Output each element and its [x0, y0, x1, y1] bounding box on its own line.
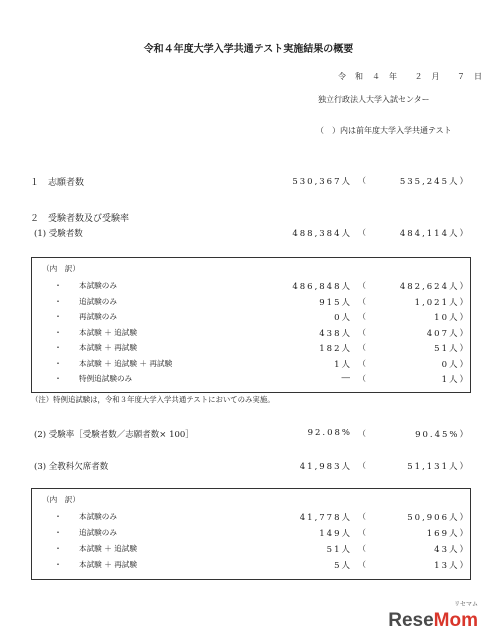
breakdown-row-label: 本試験 ＋ 追試験 — [79, 327, 137, 337]
breakdown-row-label: 特例追試験のみ — [79, 374, 133, 383]
breakdown-row-label: 再試験のみ — [79, 312, 117, 321]
document-date: 令 和 ４ 年 ２ 月 ７ 日 — [338, 72, 483, 81]
sub1-label: (1) 受験者数 — [34, 229, 83, 239]
breakdown-row-open-paren: （ — [358, 312, 366, 321]
section1-open-paren: （ — [358, 176, 366, 185]
breakdown-row-prev: 0人） — [441, 359, 470, 370]
row-bullet: ・ — [54, 512, 62, 521]
issuing-organization: 独立行政法人大学入試センター — [318, 95, 430, 104]
breakdown-row-value: 0人 — [334, 313, 352, 323]
section1-prev: 535,245人） — [399, 177, 470, 187]
row-bullet: ・ — [54, 296, 62, 306]
row-bullet: ・ — [54, 343, 62, 352]
breakdown-row-prev: 51人） — [434, 344, 470, 354]
breakdown-row-prev: 13人） — [434, 561, 470, 571]
breakdown-row-prev: 50,906人） — [407, 513, 470, 523]
breakdown-box-1-header: （内 訳） — [42, 264, 80, 273]
breakdown-row-open-paren: （ — [358, 358, 366, 368]
breakdown-row-prev: 407人） — [426, 328, 470, 339]
breakdown-row-label: 本試験 ＋ 追試験 — [79, 544, 137, 553]
sub2-label: (2) 受験率［受験者数／志願者数× 100］ — [34, 430, 194, 440]
sub1-prev: 484,114人） — [399, 229, 470, 239]
breakdown-row-value: 51人 — [326, 545, 352, 555]
breakdown-box-2 — [31, 488, 471, 580]
row-bullet: ・ — [54, 358, 62, 368]
breakdown-row-prev: 1人） — [441, 375, 470, 385]
breakdown-row-prev: 1,021人） — [414, 297, 470, 308]
breakdown-row-value: 438人 — [319, 328, 352, 339]
sub3-label: (3) 全教科欠席者数 — [34, 462, 109, 472]
breakdown-row-value: 915人 — [319, 297, 352, 308]
breakdown-box-2-header: （内 訳） — [42, 495, 80, 504]
breakdown-row-open-paren: （ — [358, 281, 366, 290]
breakdown-row-label: 追試験のみ — [79, 296, 117, 306]
breakdown-row-value: ― — [341, 373, 352, 383]
breakdown-row-label: 本試験 ＋ 追試験 ＋ 再試験 — [79, 358, 173, 368]
section2-label: ２ 受験者数及び受験率 — [30, 214, 130, 224]
section1-value: 530,367人 — [292, 177, 352, 187]
breakdown-row-prev: 43人） — [434, 545, 470, 555]
sub3-open-paren: （ — [358, 461, 366, 470]
sub3-value: 41,983人 — [299, 462, 352, 472]
previous-year-note: （ ）内は前年度大学入学共通テスト — [316, 126, 452, 135]
breakdown-row-value: 41,778人 — [299, 513, 352, 523]
breakdown-row-value: 5人 — [334, 561, 352, 571]
breakdown-row-open-paren: （ — [358, 343, 366, 352]
breakdown-row-open-paren: （ — [358, 544, 366, 553]
row-bullet: ・ — [54, 528, 62, 537]
breakdown-row-open-paren: （ — [358, 512, 366, 521]
row-bullet: ・ — [54, 312, 62, 321]
row-bullet: ・ — [54, 560, 62, 569]
breakdown-row-prev: 10人） — [434, 313, 470, 323]
breakdown-row-open-paren: （ — [358, 296, 366, 306]
row-bullet: ・ — [54, 544, 62, 553]
row-bullet: ・ — [54, 374, 62, 383]
sub2-open-paren: （ — [358, 429, 366, 438]
breakdown-row-prev: 169人） — [426, 529, 470, 539]
section1-label: １ 志願者数 — [30, 178, 85, 188]
document-title: 令和４年度大学入学共通テスト実施結果の概要 — [143, 44, 354, 55]
breakdown-row-label: 本試験のみ — [79, 281, 117, 290]
sub1-value: 488,384人 — [292, 229, 352, 239]
breakdown-row-label: 本試験 ＋ 再試験 — [79, 343, 137, 352]
row-bullet: ・ — [54, 281, 62, 290]
breakdown-row-open-paren: （ — [358, 528, 366, 537]
breakdown-row-value: 182人 — [319, 344, 352, 354]
sub2-prev: 90.45%） — [415, 430, 470, 440]
breakdown-row-open-paren: （ — [358, 560, 366, 569]
sub3-prev: 51,131人） — [407, 462, 470, 472]
resemom-logo-small-text: リセマム — [454, 602, 478, 608]
breakdown-row-prev: 482,624人） — [399, 282, 470, 292]
sub2-value: 92.08% — [307, 428, 352, 438]
breakdown-row-label: 本試験のみ — [79, 512, 117, 521]
resemom-logo-text: ReseMom — [388, 610, 478, 630]
breakdown-row-label: 追試験のみ — [79, 528, 117, 537]
breakdown-row-value: 486,848人 — [292, 282, 352, 292]
breakdown-row-value: 1人 — [334, 359, 352, 370]
row-bullet: ・ — [54, 327, 62, 337]
sub1-open-paren: （ — [358, 228, 366, 237]
breakdown-box-1 — [31, 257, 471, 393]
breakdown-row-label: 本試験 ＋ 再試験 — [79, 560, 137, 569]
breakdown-row-open-paren: （ — [358, 374, 366, 383]
breakdown-row-value: 149人 — [319, 529, 352, 539]
resemom-logo — [374, 596, 484, 630]
special-exam-note: （注）特例追試験は，令和３年度大学入学共通テストにおいてのみ実施。 — [31, 395, 275, 404]
breakdown-row-open-paren: （ — [358, 327, 366, 337]
